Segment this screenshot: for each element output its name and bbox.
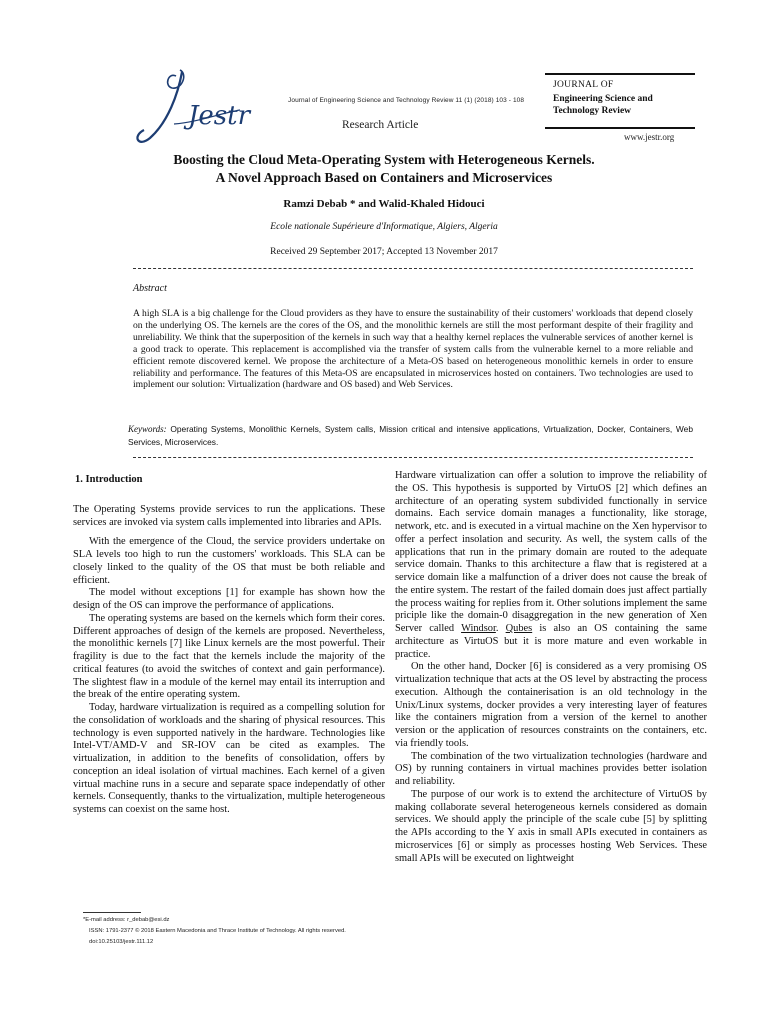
title-line-1: Boosting the Cloud Meta-Operating System with Heterogeneous Kernels. <box>173 152 595 167</box>
journal-citation: Journal of Engineering Science and Technology Review 11 (1) (2018) 103 - 108 <box>288 97 525 104</box>
title-line-2: A Novel Approach Based on Containers and Microservices <box>215 170 553 185</box>
abstract-heading: Abstract <box>133 283 167 294</box>
journal-url[interactable]: www.jestr.org <box>624 132 675 142</box>
paragraph: The operating systems are based on the kernels which form their cores. Different approaches of design of the kernels are proposed. Nevertheless, the monolithic kernels [7] like Linux kernels are the most powerful. Their fragility is due to the fact that the kernels include the majority of the critical features (to avoid the switches of context and gain performance). The slightest flaw in a module of the kernel may entail its interruption and the break of the entire operating system. <box>73 612 385 701</box>
abstract-text: A high SLA is a big challenge for the Cloud providers as they have to ensure the sustainability of their customers' workloads that depend closely on the underlying OS. The kernels are the cores of the OS, and the monolithic kernels are still the most performant despite of their fragility and unreliability. We think that the superposition of the kernels in such way that a healthy kernel replaces the vulnerable services of another kernel is a good track to operate. This replacement is accomplished via the transfer of system calls from the vulnerable kernel to a more reliable and efficient remote discovered kernel. We propose the architecture of a Meta-OS based on heterogeneous monolithic kernels in order to ensure reliability and performance. The features of this Meta-OS are encapsulated in microservices hosted on containers. Two technologies are used to implement our solution: Virtualization (hardware and OS based) and Web Services. <box>133 308 693 391</box>
paragraph: The model without exceptions [1] for example has shown how the design of the OS can improve the performance of applications. <box>73 587 385 611</box>
article-type: Research Article <box>342 119 419 131</box>
paragraph: Today, hardware virtualization is required as a compelling solution for the consolidation of workloads and the sharing of physical resources. This technology is even supported natively in the hardware. Technologies like Intel-VT/AMD-V and SR-IOV can be cited as examples. The virtualization, in addition to the benefits of consolidation, offers by conception an ideal isolation of virtual machines. Each kernel of a given virtual machine runs in a secure and separate space independatly of other kernels. Consequently, thanks to the virtualization, multiple heterogeneous systems can coexist on the same host. <box>73 702 385 815</box>
keywords-list: Operating Systems, Monolithic Kernels, System calls, Mission critical and intensive applications, Virtualization, Docker, Containers, Web Services, Microservices. <box>128 424 693 447</box>
footnote <box>83 912 373 948</box>
journal-name-box <box>545 73 695 129</box>
journal-box-top: JOURNAL OF <box>553 80 614 90</box>
keywords <box>128 423 693 448</box>
footnote-doi: doi:10.25103/jestr.111.12 <box>89 939 154 945</box>
paragraph-text: is also an OS containing the same architecture as VirtuOS but it is more mature and even workable in practice. <box>395 623 707 660</box>
paragraph: On the other hand, Docker [6] is considered as a very promising OS virtualization technique that acts at the OS level by abstracting the process execution. Although the containerisation is an old technology in the Unix/Linux systems, docker provides a very interesting layer of features like the containers migration from a version of the kernel to another version or the application of resources constraints on the containers, etc. via friendly tools. <box>395 661 707 749</box>
paper-title <box>90 151 678 187</box>
paragraph: The combination of the two virtualization technologies (hardware and OS) by running containers in virtual machines provides better isolation and reliability. <box>395 750 707 787</box>
paragraph-text: Hardware virtualization can offer a solution to improve the reliability of the OS. This hypothesis is supported by VirtuOS [2] which defines an architecture of an operating system subdivided functionally in service domains. Each service domain manages a functionality, like storage, network, etc. and is executed in a virtual machine on the Xen hypervisor to offer a perfect insolation and security. As well, the system calls of the applications that run in the primary domain are routed to the adequate service domain. Thanks to this architecture a flaw that is registered at a service domain like a malfunction of a driver does not cause the break of the entire system. The restart of the failed domain does just affect partially the process waiting for replies from it. Other solutions implement the same priciple like the domain-0 disaggregation in the new generation of Xen Server called <box>395 470 707 634</box>
body-right-column <box>395 470 707 865</box>
section-heading-introduction: 1. Introduction <box>75 474 143 485</box>
paragraph-text: . <box>495 623 506 634</box>
footnote-issn: ISSN: 1791-2377 © 2018 Eastern Macedonia and Thrace Institute of Technology. All rights reserved. <box>89 928 346 934</box>
logo-text: Jestr <box>188 101 251 131</box>
paragraph: With the emergence of the Cloud, the service providers undertake on SLA levels too high to run the customers' workloads. This SLA can be closely linked to the quality of the OS that must be both reliable and efficient. <box>73 536 385 586</box>
windsor-term: Windsor <box>461 623 496 634</box>
qubes-term: Qubes <box>505 623 533 634</box>
journal-box-name: Engineering Science and Technology Review <box>553 94 653 116</box>
paragraph <box>395 470 707 661</box>
paragraph: The purpose of our work is to extend the architecture of VirtuOS by making collaborate several heterogeneous kernels considered as domain services. We should apply the principle of the scale cube [5] by splitting the APIs according to the Y axis in small APIs executed in containers as microservices [6] or simply as processes hosting Web Services. These small APIs will be executed on lightweight <box>395 788 707 864</box>
journal-logo <box>128 64 268 154</box>
affiliation: Ecole nationale Supérieure d'Informatique, Algiers, Algeria <box>270 222 498 232</box>
authors: Ramzi Debab * and Walid-Khaled Hidouci <box>283 198 485 210</box>
received-dates: Received 29 September 2017; Accepted 13 November 2017 <box>270 247 498 257</box>
footnote-rule <box>83 912 141 913</box>
keywords-label: Keywords: <box>128 424 167 434</box>
divider-top <box>133 268 693 269</box>
divider-bottom <box>133 457 693 458</box>
body-left-column <box>73 470 385 817</box>
footnote-email: *E-mail address: r_debab@esi.dz <box>83 917 170 923</box>
paragraph: The Operating Systems provide services to run the applications. These services are invoked via system calls implemented into libraries and APIs. <box>73 503 385 528</box>
